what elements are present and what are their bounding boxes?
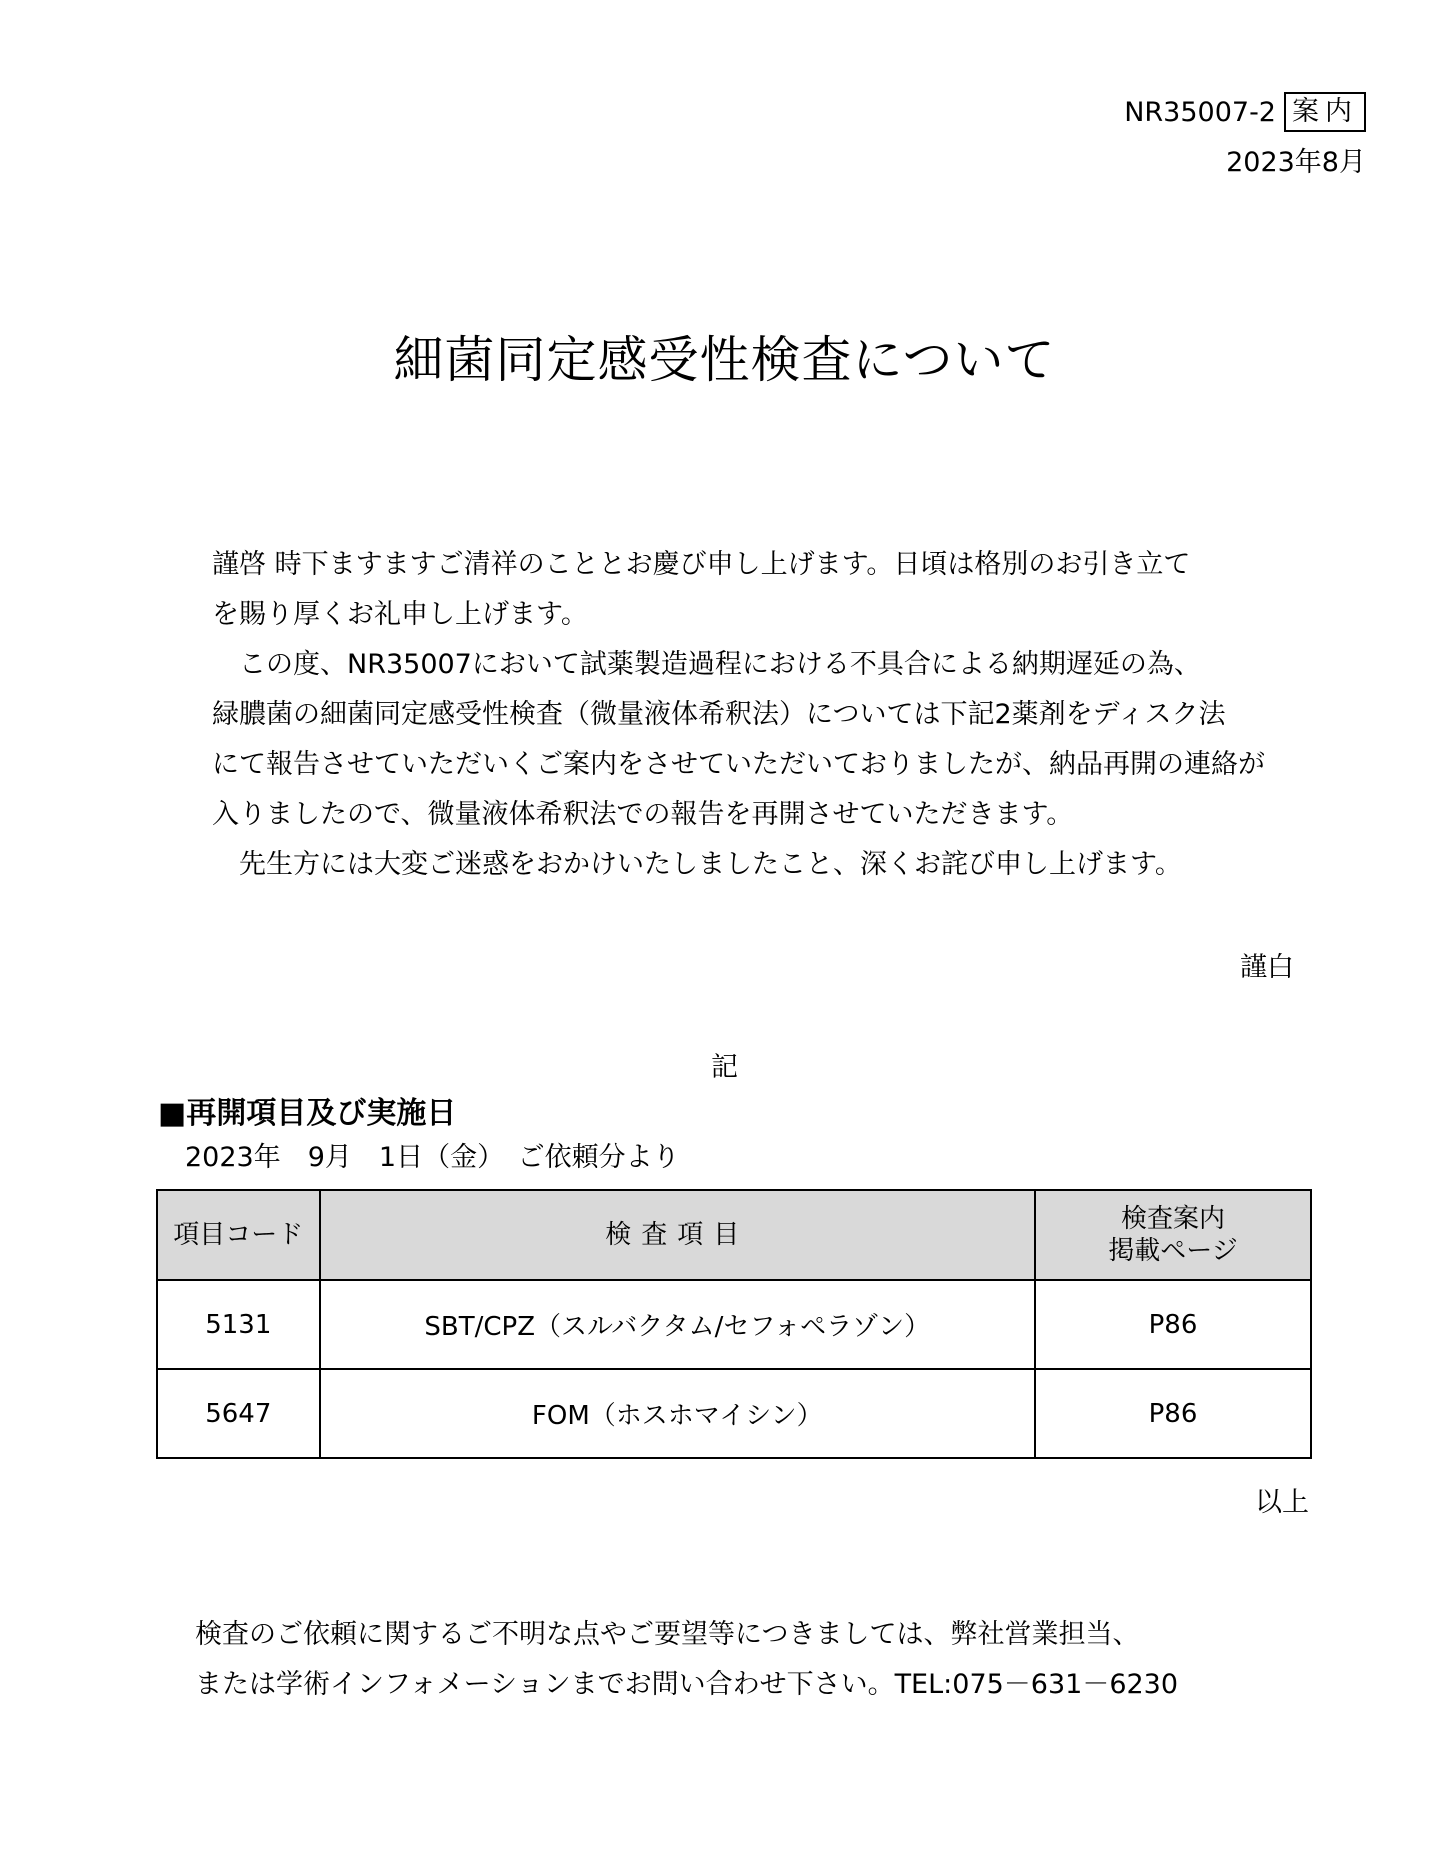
table-row [157,1369,1311,1458]
document-number-text: NR35007-2 [1124,96,1276,128]
cell-name: SBT/CPZ（スルバクタム/セフォペラゾン） [320,1280,1035,1369]
body-line: にて報告させていただいくご案内をさせていただいておりましたが、納品再開の連絡が [212,749,1265,780]
table-row [157,1280,1311,1369]
document-number [1124,92,1366,132]
document-type-tag: 案内 [1284,92,1366,132]
ki-marker: 記 [711,1052,738,1083]
resume-date-line: 2023年 9月 1日（金） ご依頼分より [185,1142,680,1173]
table-header-row [157,1190,1311,1280]
cell-name: FOM（ホスホマイシン） [320,1369,1035,1458]
body-line: 入りましたので、微量液体希釈法での報告を再開させていただきます。 [212,799,1074,830]
items-table [156,1189,1312,1459]
footer-contact [195,1610,1178,1710]
footer-line: または学術インフォメーションまでお問い合わせ下さい。TEL:075－631－6230 [195,1669,1179,1700]
body-line: 緑膿菌の細菌同定感受性検査（微量液体希釈法）については下記2薬剤をディスク法 [212,699,1226,730]
closing-word: 謹白 [1240,952,1294,983]
section-heading: ■再開項目及び実施日 [158,1096,457,1131]
body-line: を賜り厚くお礼申し上げます。 [212,599,588,630]
cell-code: 5131 [157,1280,320,1369]
cell-code: 5647 [157,1369,320,1458]
cell-page: P86 [1035,1280,1311,1369]
body-line: この度、NR35007において試薬製造過程における不具合による納期遅延の為、 [212,649,1201,680]
issue-date: 2023年8月 [1226,147,1366,178]
ijo-marker: 以上 [1255,1487,1309,1518]
header-page-line2: 掲載ページ [1108,1236,1238,1266]
header-name-text: 検査項目 [605,1220,750,1250]
body-line: 先生方には大変ご迷惑をおかけいたしましたこと、深くお詫び申し上げます。 [212,849,1182,880]
cell-page: P86 [1035,1369,1311,1458]
footer-line: 検査のご依頼に関するご不明な点やご要望等につきましては、弊社営業担当、 [195,1619,1140,1650]
body-text [212,540,1332,890]
header-name [320,1190,1035,1280]
header-page-line1: 検査案内 [1120,1204,1225,1234]
page-title: 細菌同定感受性検査について [393,331,1056,389]
body-line: 謹啓 時下ますますご清祥のこととお慶び申し上げます。日頃は格別のお引き立て [212,549,1191,580]
header-code: 項目コード [157,1190,320,1280]
header-page [1035,1190,1311,1280]
